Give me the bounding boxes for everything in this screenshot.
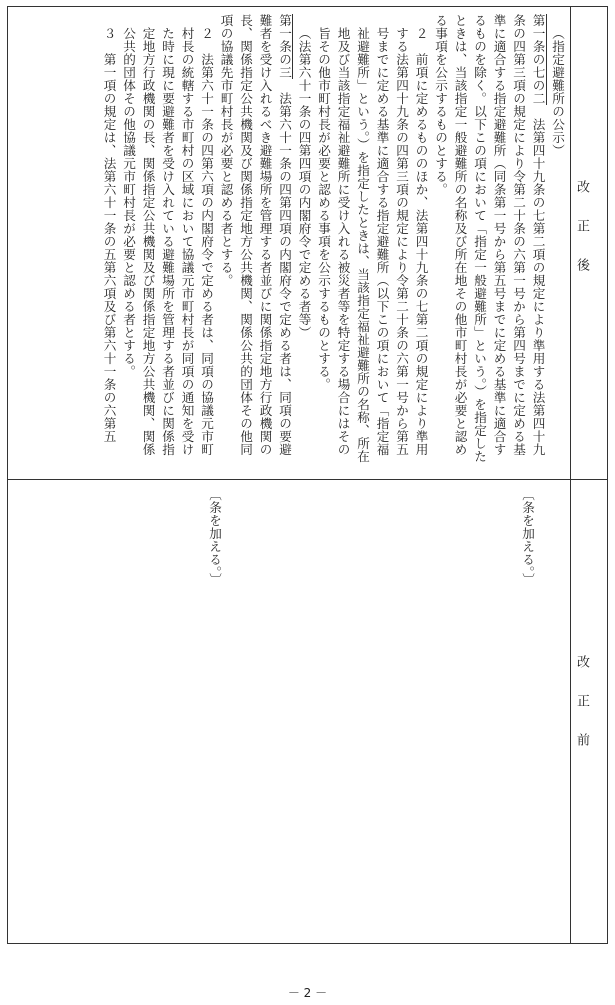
article-paragraph (314, 14, 431, 466)
article-paragraph (119, 14, 217, 466)
paragraph-number: ２ (413, 27, 429, 40)
row-divider (8, 479, 607, 480)
article-label: 第一条の七の二 (530, 14, 546, 105)
article-label: 第一条の三 (277, 14, 292, 79)
article-paragraph (216, 14, 294, 466)
page-number: － 2 － (287, 986, 328, 1000)
article-caption: （法第六十一条の四第四項の内閣府令で定める者等） (296, 27, 312, 339)
header-before: 改正前 (574, 655, 589, 772)
paragraph-number: ３ (101, 27, 117, 40)
paragraph-text: 法第四十九条の七第二項の規定により準用する法第四十九条の四第三項の規定により令第二十条の六第一号から第四号までに定める基準に適合する指定避難所（同条第一号から第五号までに定める基準に適合するものを除く。以下この項において「指定一般避難所」という。）を指定したときは、当該指定一般避難所の名称及び所在地その他市町村長が必要と認める事項を公示するものとする。 (433, 14, 546, 463)
paragraph-number: ２ (199, 27, 214, 40)
article-paragraph (99, 14, 119, 466)
bracket-note: 〔条を加える。〕 (207, 488, 222, 586)
header-after: 改正後 (574, 180, 589, 297)
paragraph-text: 法第六十一条の四第六項の内閣府令で定める者は、同項の協議元市町村長の統轄する市町村の区域において協議元市町村長が同項の通知を受けた時に現に要避難者を受け入れている避難場所を管理する者並びに関係指定地方行政機関の長、関係指定公共機関及び関係指定地方公共機関、関係公共的団体その他協議元市町村長が必要と認める者とする。 (121, 27, 214, 456)
bracket-note: 〔条を加える。〕 (520, 488, 535, 586)
paragraph-text: 前項に定めるもののほか、法第四十九条の七第二項の規定により準用する法第四十九条の四第三項の規定により令第二十条の六第一号から第五号までに定める基準に適合する指定避難所（以下この項において「指定福祉避難所」という。）を指定したときは、当該指定福祉避難所の名称、所在地及び当該指定福祉避難所に受け入れる被災者等を特定する場合にはその旨その他市町村長が必要と認める事項を公示するものとする。 (316, 27, 429, 463)
amended-text (7, 14, 567, 466)
article-caption: （指定避難所の公示） (550, 27, 565, 157)
article-paragraph (431, 14, 548, 466)
paragraph-text: 第一項の規定は、法第六十一条の五第六項及び第六十一条の六第五 (101, 53, 117, 443)
paragraph-text: 法第六十一条の四第四項の内閣府令で定める者は、同項の要避難者を受け入れるべき避難場所を管理する者並びに関係指定地方行政機関の長、関係指定公共機関及び関係指定地方公共機関、関係公共的団体その他同項の協議先市町村長が必要と認める者とする。 (218, 14, 292, 456)
